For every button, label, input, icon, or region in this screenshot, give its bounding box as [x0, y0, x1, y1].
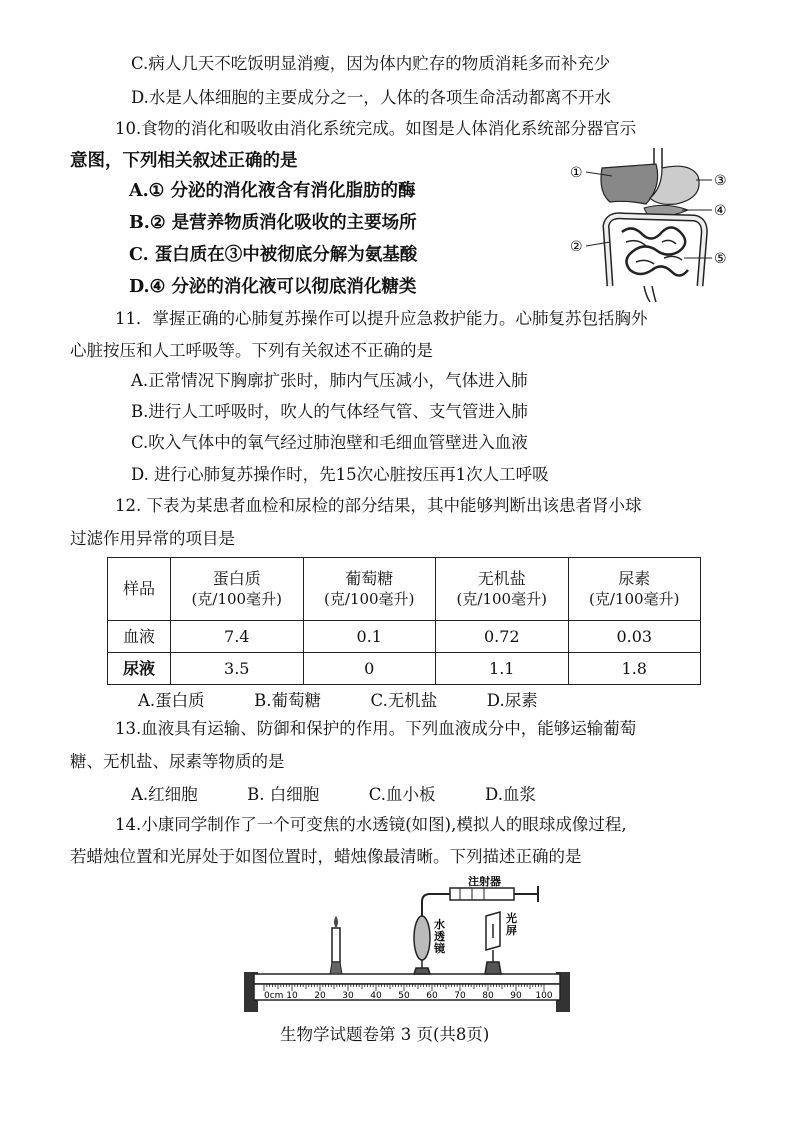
q10-stem-line2: 意图，下列相关叙述正确的是: [70, 151, 298, 171]
q9-option-d: D.水是人体细胞的主要成分之一，人体的各项生命活动都离不开水: [131, 88, 611, 107]
page-footer: 生物学试题卷第 3 页(共8页): [280, 1025, 490, 1044]
table-header-cell: [568, 558, 701, 621]
ruler-scale-label: 80: [482, 991, 494, 1001]
syringe-label: 注射器: [468, 876, 501, 888]
digestive-system-figure: [566, 146, 736, 304]
lens-label-1: 水透镜: [434, 918, 445, 955]
table-row: [108, 652, 701, 684]
table-header-sample: 样品: [108, 558, 171, 621]
q10-stem-line1: 10.食物的消化和吸收由消化系统完成。如图是人体消化系统部分器官示: [115, 119, 637, 138]
q12-options: A.蛋白质 B.葡萄糖 C.无机盐 D.尿素: [138, 691, 538, 710]
ruler-scale-label: 70: [454, 991, 466, 1001]
q13-stem-line2: 糖、无机盐、尿素等物质的是: [70, 752, 285, 771]
q12-stem-line2: 过滤作用异常的项目是: [70, 529, 235, 548]
q11-stem-line2: 心脏按压和人工呼吸等。下列有关叙述不正确的是: [70, 341, 433, 360]
col-unit: (克/100毫升): [456, 589, 547, 608]
ruler-scale-label: 40: [370, 991, 382, 1001]
table-row: [108, 620, 701, 652]
ruler-scale-label: 30: [342, 991, 354, 1001]
table-header-cell: [171, 558, 304, 621]
results-table: [107, 557, 701, 685]
q12-stem-line1: 12. 下表为某患者血检和尿检的部分结果，其中能够判断出该患者肾小球: [115, 496, 642, 515]
table-cell: 0.03: [568, 620, 701, 652]
table-cell: 1.1: [436, 652, 569, 684]
organ-label-3: ③: [714, 173, 727, 189]
organ-label-1: ①: [570, 165, 583, 181]
q11-option-d: D. 进行心肺复苏操作时，先15次心脏按压再1次人工呼吸: [131, 465, 549, 484]
table-header-cell: [303, 558, 436, 621]
q9-option-c: C.病人几天不吃饭明显消瘦，因为体内贮存的物质消耗多而补充少: [131, 54, 611, 73]
q14-stem-line2: 若蜡烛位置和光屏处于如图位置时，蜡烛像最清晰。下列描述正确的是: [70, 847, 582, 866]
row-label: 血液: [108, 620, 171, 652]
col-unit: (克/100毫升): [191, 589, 282, 608]
ruler-scale-label: 90: [510, 991, 522, 1001]
table-cell: 0: [303, 652, 436, 684]
q13-stem-line1: 13.血液具有运输、防御和保护的作用。下列血液成分中，能够运输葡萄: [115, 719, 637, 738]
table-cell: 3.5: [171, 652, 304, 684]
organ-label-5: ⑤: [714, 251, 727, 267]
q11-option-c: C.吹入气体中的氧气经过肺泡壁和毛细血管壁进入血液: [131, 433, 528, 452]
q11-option-a: A.正常情况下胸廓扩张时，肺内气压减小，气体进入肺: [131, 371, 528, 390]
q11-option-b: B.进行人工呼吸时，吹人的气体经气管、支气管进入肺: [131, 402, 528, 421]
col-unit: (克/100毫升): [589, 589, 680, 608]
table-header-cell: [436, 558, 569, 621]
ruler-scale-label: 50: [398, 991, 410, 1001]
organ-label-2: ②: [570, 239, 583, 255]
col-unit: (克/100毫升): [324, 589, 415, 608]
table-cell: 1.8: [568, 652, 701, 684]
ruler-scale-label: 10: [286, 991, 298, 1001]
ruler-scale-label: 60: [426, 991, 438, 1001]
q13-options: A.红细胞 B. 白细胞 C.血小板 D.血浆: [131, 785, 536, 804]
table-cell: 0.72: [436, 620, 569, 652]
organ-label-4: ④: [714, 203, 727, 219]
table-cell: 7.4: [171, 620, 304, 652]
ruler-scale-label: 0cm: [264, 991, 284, 1001]
q10-option-d: D.④ 分泌的消化液可以彻底消化糖类: [129, 277, 417, 297]
q14-stem-line1: 14.小康同学制作了一个可变焦的水透镜(如图),模拟人的眼球成像过程,: [115, 815, 627, 834]
col-name: 尿素: [618, 568, 651, 588]
ruler-scale-label: 100: [535, 991, 553, 1001]
ruler-scale-label: 20: [314, 991, 326, 1001]
q10-option-a: A.① 分泌的消化液含有消化脂肪的酶: [129, 181, 416, 201]
table-cell: 0.1: [303, 620, 436, 652]
row-label: 尿液: [108, 652, 171, 684]
q11-stem-line1: 11．掌握正确的心肺复苏操作可以提升应急救护能力。心肺复苏包括胸外: [115, 309, 648, 328]
col-name: 葡萄糖: [345, 568, 394, 588]
q10-option-b: B.② 是营养物质消化吸收的主要场所: [129, 213, 417, 233]
q10-option-c: C. 蛋白质在③中被彻底分解为氨基酸: [129, 245, 418, 265]
water-lens-figure: [238, 876, 576, 1012]
screen-label: 光屏: [506, 912, 517, 937]
col-name: 无机盐: [477, 568, 526, 588]
table-header-row: [108, 558, 701, 621]
col-name: 蛋白质: [212, 568, 261, 588]
